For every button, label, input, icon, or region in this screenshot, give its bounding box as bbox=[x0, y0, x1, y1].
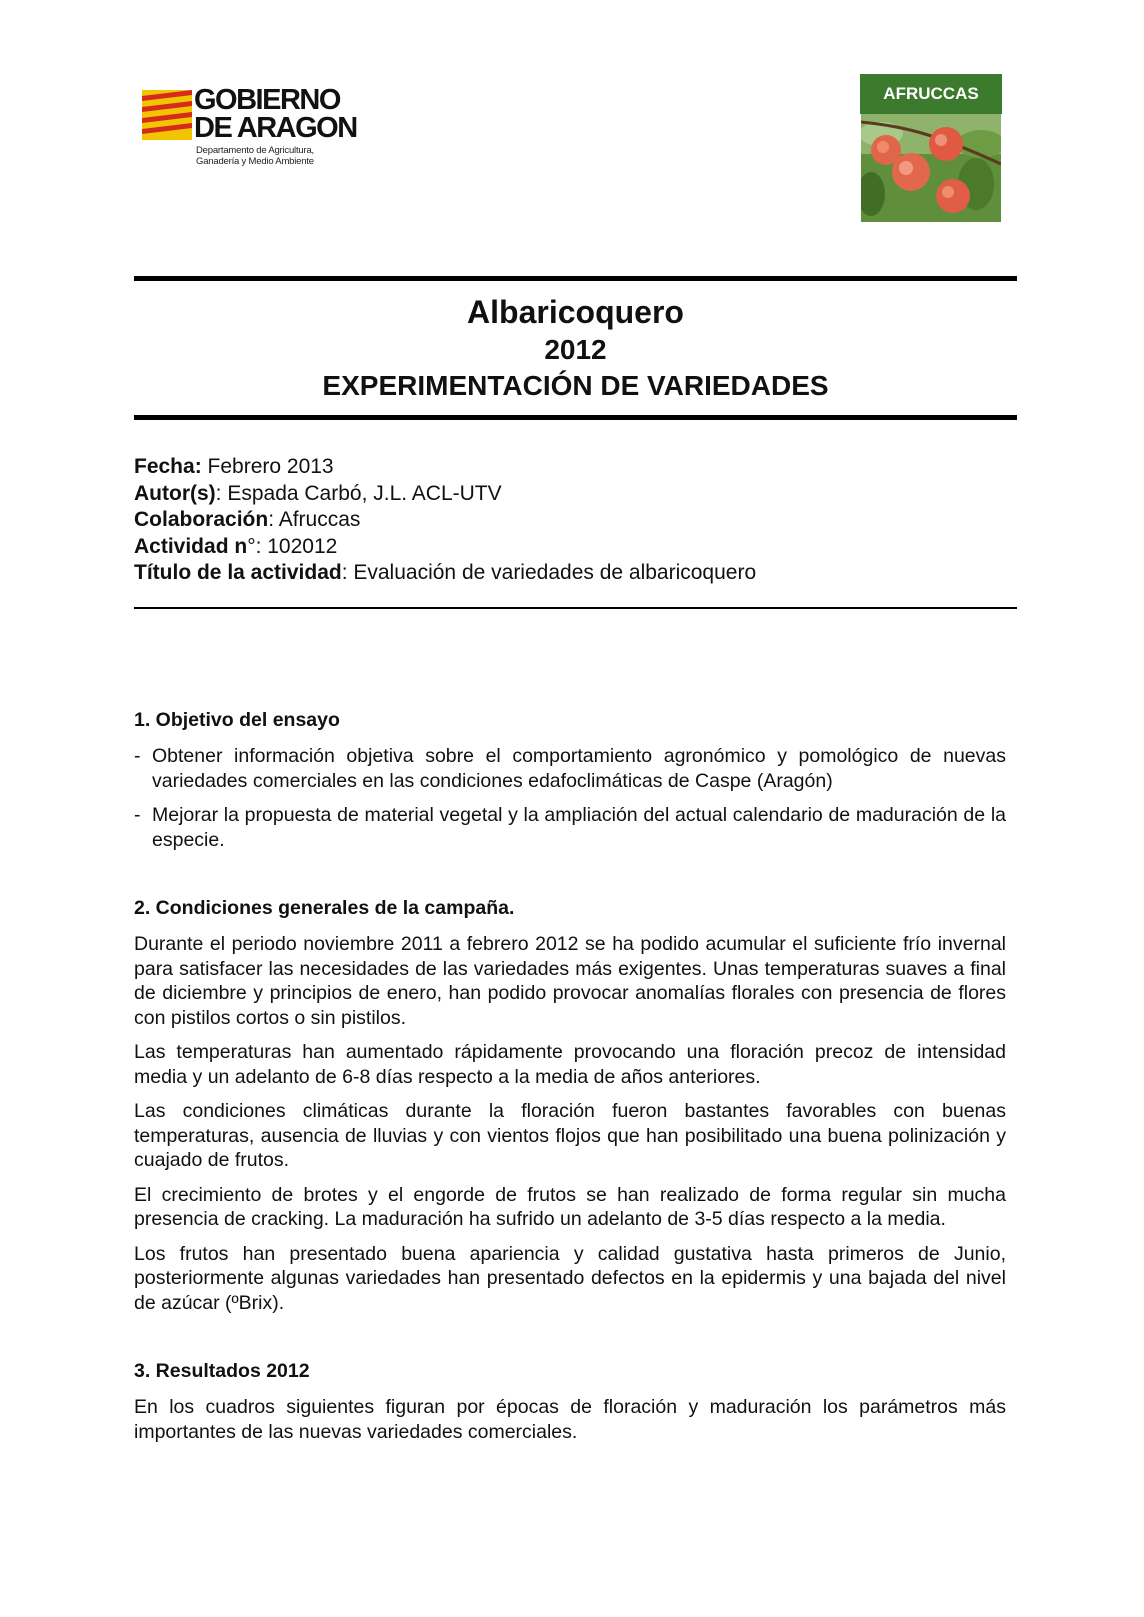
section-2-title: 2. Condiciones generales de la campaña. bbox=[134, 897, 515, 919]
document-year: 2012 bbox=[544, 334, 607, 365]
meta-fecha: Fecha: Febrero 2013 bbox=[134, 455, 334, 478]
title-bottom-rule bbox=[134, 415, 1017, 420]
gov-logo-dept2: Ganadería y Medio Ambiente bbox=[196, 156, 314, 167]
section-3-paragraph: En los cuadros siguientes figuran por épocas de floración y maduración los parámetros más importantes de las nuevas variedades comerciales. bbox=[134, 1396, 1006, 1443]
section-1-bullet: - Mejorar la propuesta de material vegetal y la ampliación del actual calendario de maduración de la especie. bbox=[134, 804, 1006, 851]
section-2-paragraph: Las condiciones climáticas durante la floración fueron bastantes favorables con buenas temperaturas, ausencia de lluvias y con vientos flojos que han posibilitado una buena polinización y cuajado de frutos. bbox=[134, 1100, 1006, 1171]
meta-colaboracion: Colaboración: Afruccas bbox=[134, 508, 361, 531]
document-subtitle: EXPERIMENTACIÓN DE VARIEDADES bbox=[322, 370, 829, 401]
meta-autor: Autor(s): Espada Carbó, J.L. ACL-UTV bbox=[134, 481, 502, 505]
section-1-title: 1. Objetivo del ensayo bbox=[134, 709, 340, 731]
section-3-title: 3. Resultados 2012 bbox=[134, 1360, 310, 1382]
title-top-rule bbox=[134, 276, 1017, 281]
title-block bbox=[134, 292, 1017, 404]
document-body bbox=[134, 708, 1006, 1454]
gobierno-aragon-logo bbox=[142, 86, 382, 176]
section-1-bullet: - Obtener información objetiva sobre el comportamiento agronómico y pomológico de nuevas variedades comerciales en las condiciones edafoclimáticas de Caspe (Aragón) bbox=[134, 745, 1006, 792]
gov-logo-dept1: Departamento de Agricultura, bbox=[196, 145, 314, 156]
document-title: Albaricoquero bbox=[467, 294, 684, 330]
meta-titulo-actividad: Título de la actividad: Evaluación de variedades de albaricoquero bbox=[134, 561, 757, 584]
meta-bottom-rule bbox=[134, 607, 1017, 609]
gov-logo-line1: GOBIERNO bbox=[194, 84, 340, 116]
aragon-flag-icon bbox=[142, 90, 192, 140]
meta-block bbox=[134, 454, 1017, 587]
section-2-paragraph: El crecimiento de brotes y el engorde de frutos se han realizado de forma regular sin mucha presencia de cracking. La maduración ha sufrido un adelanto de 3-5 días respecto a la media. bbox=[134, 1183, 1006, 1230]
afruccas-logo-label: AFRUCCAS bbox=[860, 74, 1002, 114]
gov-logo-line2: DE ARAGON bbox=[194, 112, 357, 144]
meta-actividad: Actividad n°: 102012 bbox=[134, 534, 338, 558]
section-2-paragraph: Los frutos han presentado buena apariencia y calidad gustativa hasta primeros de Junio, posteriormente algunas variedades han presentado defectos en la epidermis y una bajada del nivel de azúcar (ºBrix). bbox=[134, 1242, 1006, 1314]
apricot-photo-icon bbox=[861, 114, 1001, 222]
section-2-paragraph: Las temperaturas han aumentado rápidamente provocando una floración precoz de intensidad media y un adelanto de 6-8 días respecto a la media de años anteriores. bbox=[134, 1041, 1006, 1088]
section-2-paragraph: Durante el periodo noviembre 2011 a febrero 2012 se ha podido acumular el suficiente frío invernal para satisfacer las necesidades de las variedades más exigentes. Unas temperaturas suaves a final de diciembre y principios de enero, han podido provocar anomalías florales con presencia de flores con pistilos cortos o sin pistilos. bbox=[134, 933, 1006, 1029]
afruccas-logo bbox=[860, 74, 1002, 222]
